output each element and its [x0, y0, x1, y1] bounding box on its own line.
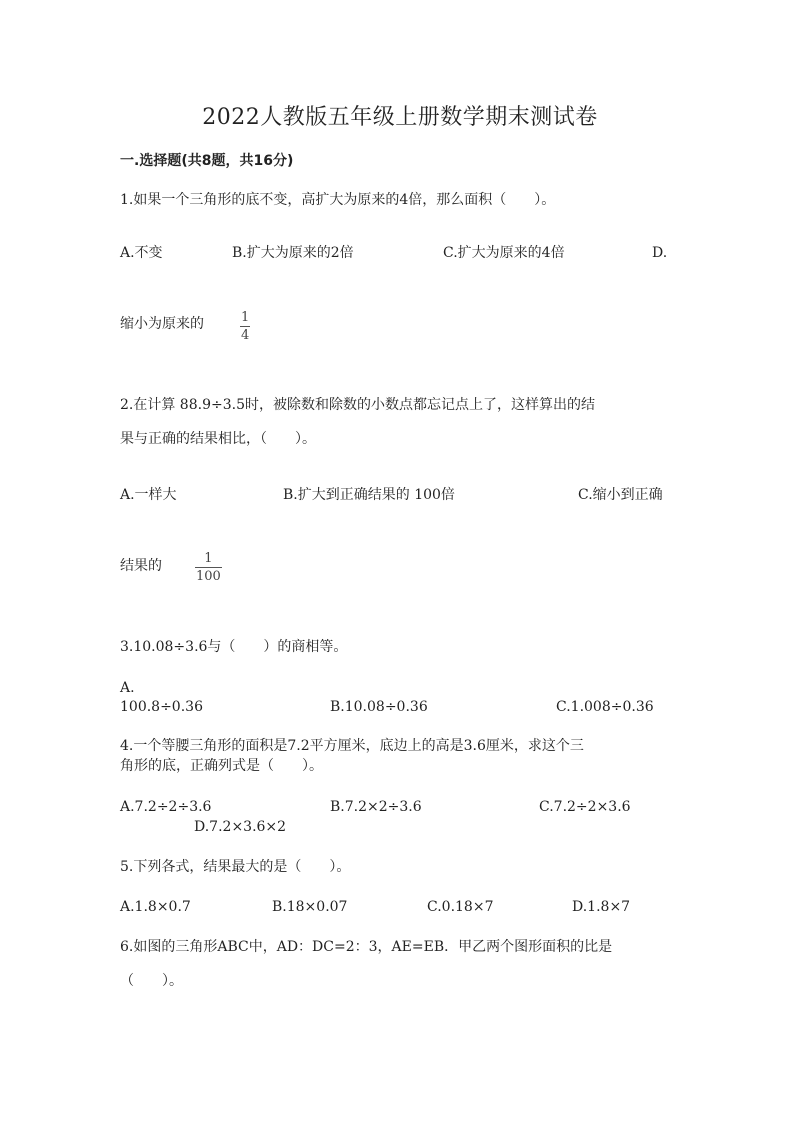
q2-option-a: A.一样大	[120, 487, 177, 503]
q1-fraction-one-quarter	[240, 310, 250, 343]
q1-option-d-label: D.	[652, 245, 668, 261]
exam-title: 2022人教版五年级上册数学期末测试卷	[202, 105, 598, 130]
q1-option-c: C.扩大为原来的4倍	[443, 245, 565, 261]
q4-option-b: B.7.2×2÷3.6	[330, 799, 422, 815]
fraction-numerator: 1	[204, 551, 213, 566]
q6-stem-line2: （ ）。	[120, 973, 183, 989]
q2-stem-line1: 2.在计算 88.9÷3.5时，被除数和除数的小数点都忘记点上了，这样算出的结	[120, 397, 595, 413]
q2-option-c: C.缩小到正确	[578, 487, 663, 503]
q3-option-a-label: A.	[120, 680, 135, 696]
fraction-bar	[195, 567, 222, 568]
q5-stem: 5.下列各式，结果最大的是（ ）。	[120, 859, 351, 875]
q4-option-d: D.7.2×3.6×2	[194, 819, 287, 835]
q3-option-b: B.10.08÷0.36	[330, 699, 428, 715]
fraction-denominator: 4	[241, 328, 250, 343]
fraction-bar	[240, 326, 250, 327]
section-heading-multiple-choice: 一.选择题(共8题，共16分)	[120, 153, 294, 169]
q4-option-c: C.7.2÷2×3.6	[539, 799, 631, 815]
q2-option-b: B.扩大到正确结果的 100倍	[283, 487, 455, 503]
q4-option-a: A.7.2÷2÷3.6	[120, 799, 212, 815]
fraction-denominator: 100	[196, 569, 221, 584]
q3-option-c: C.1.008÷0.36	[556, 699, 654, 715]
q1-stem: 1.如果一个三角形的底不变，高扩大为原来的4倍，那么面积（ ）。	[120, 192, 556, 208]
q3-option-a: 100.8÷0.36	[120, 699, 203, 715]
q4-stem-line1: 4.一个等腰三角形的面积是7.2平方厘米，底边上的高是3.6厘米，求这个三	[120, 738, 584, 754]
q2-stem-line2: 果与正确的结果相比，（ ）。	[120, 431, 316, 447]
q3-stem: 3.10.08÷3.6与（ ）的商相等。	[120, 639, 348, 655]
q6-stem-line1: 6.如图的三角形ABC中，AD：DC=2：3，AE=EB．甲乙两个图形面积的比是	[120, 939, 613, 955]
q1-option-b: B.扩大为原来的2倍	[232, 245, 354, 261]
fraction-numerator: 1	[241, 310, 250, 325]
q5-option-b: B.18×0.07	[272, 899, 348, 915]
q1-option-a: A.不变	[120, 245, 163, 261]
q5-option-a: A.1.8×0.7	[120, 899, 191, 915]
q2-fraction-one-hundredth	[195, 551, 222, 584]
q5-option-c: C.0.18×7	[427, 899, 494, 915]
q5-option-d: D.1.8×7	[572, 899, 631, 915]
q1-option-d-text: 缩小为原来的	[120, 316, 204, 332]
q2-option-c-cont: 结果的	[120, 558, 162, 574]
q4-stem-line2: 角形的底，正确列式是（ ）。	[120, 758, 323, 774]
